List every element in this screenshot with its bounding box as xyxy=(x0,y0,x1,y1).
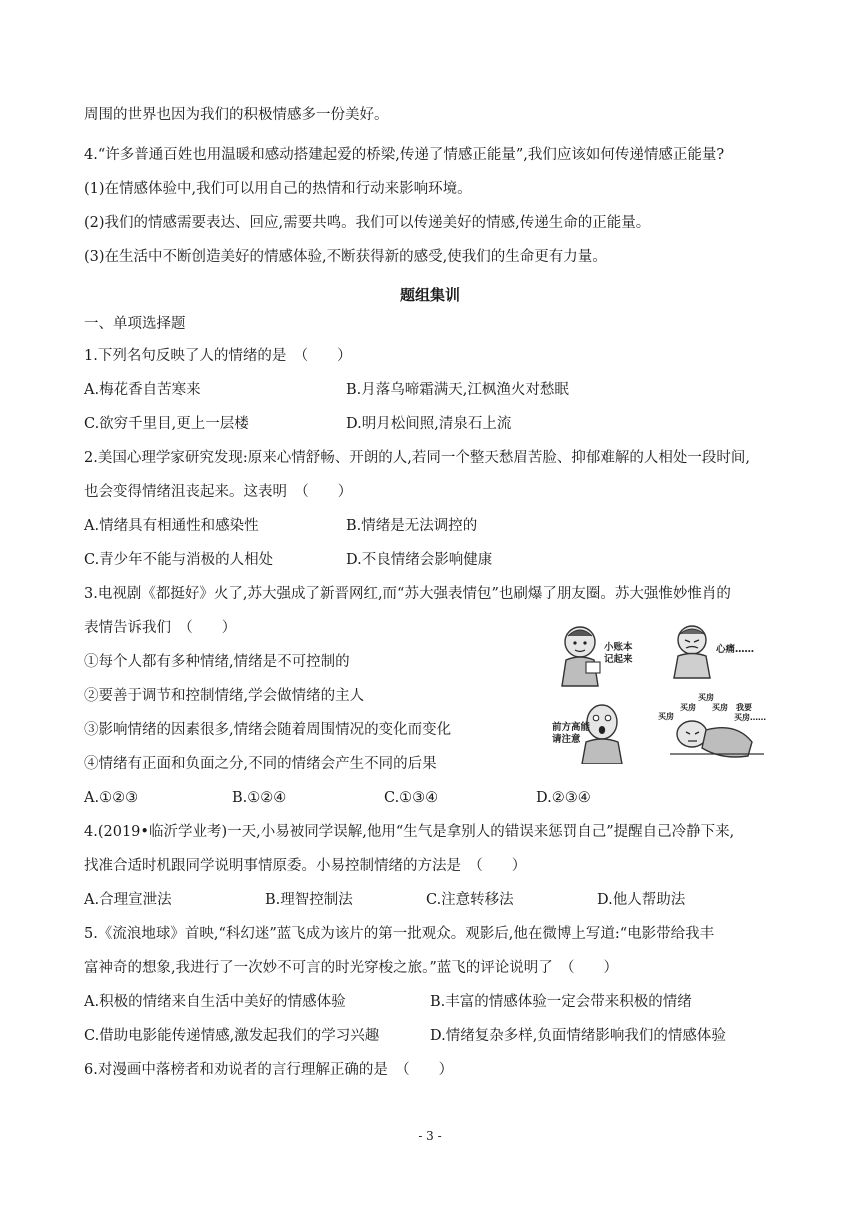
q3-option-b: B.①②④ xyxy=(232,790,287,806)
q4-stem-line2: 找准合适时机跟同学说明事情原委。小易控制情绪的方法是 （ ） xyxy=(84,858,527,874)
answer-3: (3)在生活中不断创造美好的情感体验,不断获得新的感受,使我们的生命更有力量。 xyxy=(84,249,607,265)
part-title: 一、单项选择题 xyxy=(84,316,186,332)
figure-heartache-man xyxy=(674,626,710,678)
bubble-house-word4: 买房 xyxy=(658,712,674,721)
answer-2: (2)我们的情感需要表达、回应,需要共鸣。我们可以传递美好的情感,传递生命的正能量。 xyxy=(84,215,651,231)
q2-stem-line2: 也会变得情绪沮丧起来。这表明 （ ） xyxy=(84,484,353,500)
q3-option-a: A.①②③ xyxy=(84,790,139,806)
q6-stem: 6.对漫画中落榜者和劝说者的言行理解正确的是 （ ） xyxy=(84,1062,454,1078)
q2-option-d: D.不良情绪会影响健康 xyxy=(346,552,493,568)
q5-option-b: B.丰富的情感体验一定会带来积极的情绪 xyxy=(430,994,692,1010)
bubble-notebook-line2: 记起来 xyxy=(604,654,633,665)
q4-stem-line1: 4.(2019•临沂学业考)一天,小易被同学误解,他用“生气是拿别人的错误来惩罚自己”提醒自己冷静下来, xyxy=(84,824,735,840)
q4-option-b: B.理智控制法 xyxy=(265,892,353,908)
q5-option-d: D.情绪复杂多样,负面情绪影响我们的情感体验 xyxy=(430,1028,726,1044)
q2-stem-line1: 2.美国心理学家研究发现:原来心情舒畅、开朗的人,若同一个整天愁眉苦脸、抑郁难解的人相处一段时间, xyxy=(84,450,750,466)
bubble-house-word2: 买房 xyxy=(680,703,696,712)
q3-stem-line1: 3.电视剧《都挺好》火了,苏大强成了新晋网红,而“苏大强表情包”也刷爆了朋友圈。苏大强惟妙惟肖的 xyxy=(84,586,731,602)
q1-option-b: B.月落乌啼霜满天,江枫渔火对愁眠 xyxy=(346,382,569,398)
section-title: 题组集训 xyxy=(399,286,460,304)
bubble-notebook-line1: 小账本 xyxy=(604,642,633,653)
page-number: - 3 - xyxy=(418,1129,442,1143)
q2-option-b: B.情绪是无法调控的 xyxy=(346,518,478,534)
bubble-house xyxy=(658,692,766,722)
question-4-stem: 4.“许多普通百姓也用温暖和感动搭建起爱的桥梁,传递了情感正能量”,我们应该如何传递情感正能量? xyxy=(84,147,725,163)
figure-notebook-man xyxy=(562,627,600,686)
bubble-house-word1: 买房 xyxy=(698,693,714,702)
q4-option-c: C.注意转移法 xyxy=(426,892,514,908)
q3-option-c: C.①③④ xyxy=(384,790,439,806)
q5-stem-line1: 5.《流浪地球》首映,“科幻迷”蓝飞成为该片的第一批观众。观影后,他在微博上写道:“电影带给我丰 xyxy=(84,926,715,942)
q1-option-d: D.明月松间照,清泉石上流 xyxy=(346,416,512,432)
q1-stem: 1.下列名句反映了人的情绪的是 （ ） xyxy=(84,348,352,364)
q4-option-d: D.他人帮助法 xyxy=(597,892,686,908)
bubble-house-word5: 我要 xyxy=(736,703,752,712)
q5-stem-line2: 富神奇的想象,我进行了一次妙不可言的时光穿梭之旅。”蓝飞的评论说明了 （ ） xyxy=(84,960,619,976)
q3-item-3: ③影响情绪的因素很多,情绪会随着周围情况的变化而变化 xyxy=(84,722,452,738)
q3-item-1: ①每个人都有多种情绪,情绪是不可控制的 xyxy=(84,654,350,670)
figure-lying-man xyxy=(670,721,764,757)
q5-option-a: A.积极的情绪来自生活中美好的情感体验 xyxy=(84,994,346,1010)
q3-item-4: ④情绪有正面和负面之分,不同的情绪会产生不同的后果 xyxy=(84,756,437,772)
bubble-warning-line1: 前方高能 xyxy=(552,722,591,733)
q4-option-a: A.合理宣泄法 xyxy=(84,892,172,908)
q1-option-a: A.梅花香自苦寒来 xyxy=(84,382,201,398)
meme-illustration xyxy=(552,618,776,764)
figure-shocked-man xyxy=(582,705,622,764)
bubble-warning-line2: 请注意 xyxy=(552,734,581,745)
q3-item-2: ②要善于调节和控制情绪,学会做情绪的主人 xyxy=(84,688,365,704)
q5-option-c: C.借助电影能传递情感,激发起我们的学习兴趣 xyxy=(84,1028,380,1044)
q3-option-d: D.②③④ xyxy=(536,790,591,806)
bubble-warning xyxy=(552,721,591,745)
answer-1: (1)在情感体验中,我们可以用自己的热情和行动来影响环境。 xyxy=(84,181,472,197)
bubble-house-word6: 买房…… xyxy=(734,713,766,722)
bubble-house-word3: 买房 xyxy=(712,703,728,712)
intro-line: 周围的世界也因为我们的积极情感多一份美好。 xyxy=(84,107,389,123)
bubble-notebook xyxy=(604,641,633,665)
q1-option-c: C.欲穷千里目,更上一层楼 xyxy=(84,416,249,432)
q2-option-c: C.青少年不能与消极的人相处 xyxy=(84,552,274,568)
q3-stem-line2: 表情告诉我们 （ ） xyxy=(84,620,237,636)
bubble-heartache: 心痛…… xyxy=(716,644,755,655)
q2-option-a: A.情绪具有相通性和感染性 xyxy=(84,518,259,534)
